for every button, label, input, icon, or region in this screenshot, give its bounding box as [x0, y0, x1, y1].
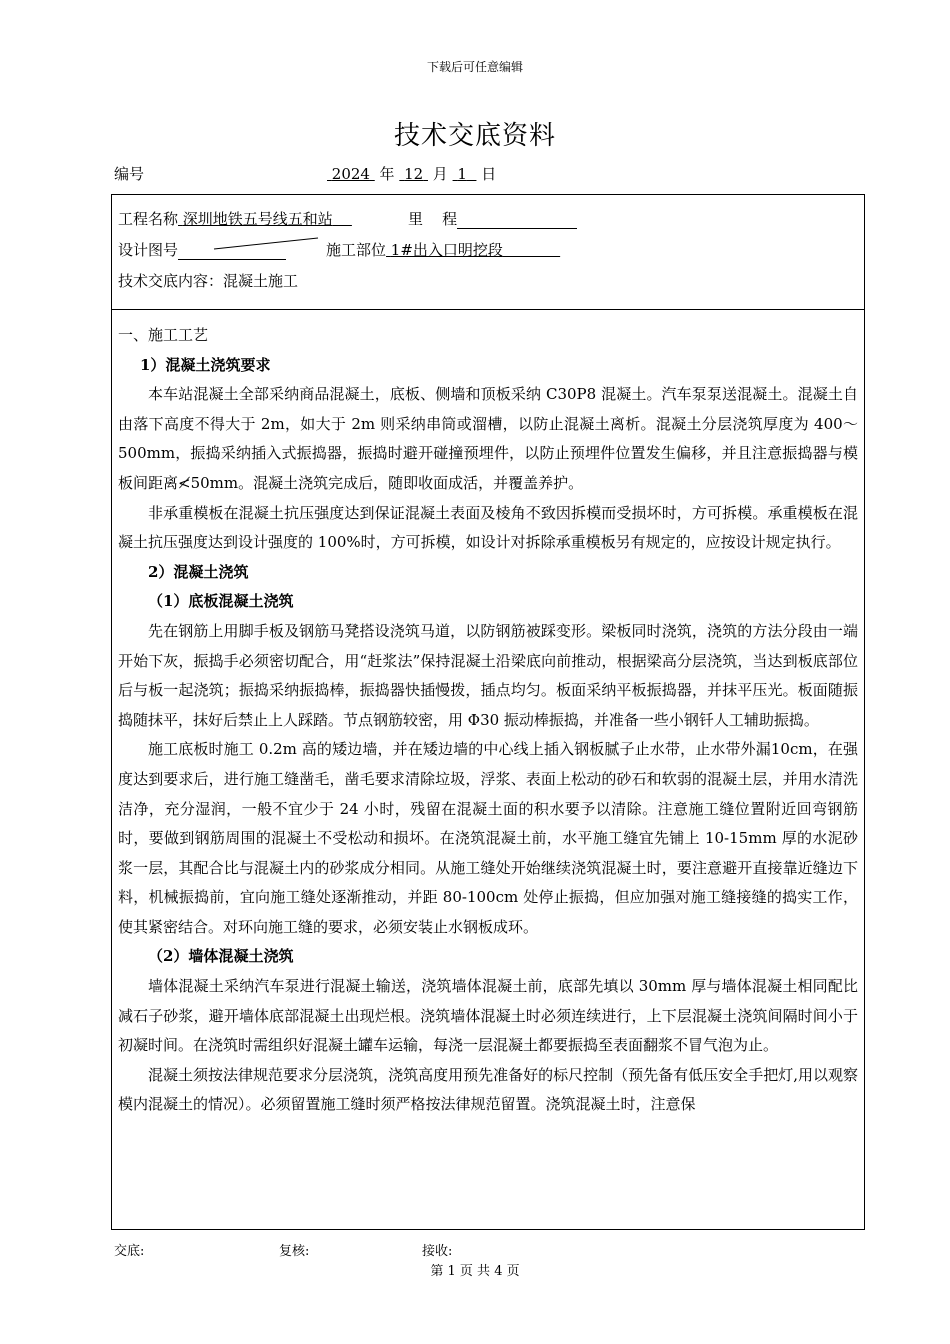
- paragraph-1: 本车站混凝土全部采纳商品混凝土，底板、侧墙和顶板采纳 C30P8 混凝土。汽车泵泵送混凝土。混凝土自由落下高度不得大于 2m，如大于 2m 则采纳串筒或溜槽，以防止混凝土离析。混凝土分层浇筑厚度为 400～500mm，振捣采纳插入式振捣器，振捣时避开碰撞预埋件，以防止预埋件位置发生偏移，并且注意振捣器与模板间距离≮50mm。混凝土浇筑完成后，随即收面成活，并覆盖养护。: [118, 385, 858, 492]
- section-heading: 一、施工工艺: [118, 326, 209, 344]
- part-value: 1#出入口明挖段: [390, 241, 503, 259]
- date-year-unit: 年: [379, 165, 395, 183]
- date-line: [327, 163, 496, 184]
- paragraph-6: 混凝土须按法律规范要求分层浇筑，浇筑高度用预先准备好的标尺控制（预先备有低压安全手把灯,用以观察模内混凝土的情况）。必须留置施工缝时须严格按法律规范留置。浇筑混凝土时，注意保: [118, 1065, 858, 1114]
- subheading-1: 1）混凝土浇筑要求: [140, 355, 271, 374]
- paragraph-4: 施工底板时施工 0.2m 高的矮边墙，并在矮边墙的中心线上插入钢板腻子止水带，止水带外漏10cm，在强度达到要求后，进行施工缝凿毛，凿毛要求清除垃圾，浮浆、表面上松动的砂石和软弱的混凝土层，并用水清洗洁净，充分湿润，一般不宜少于 24 小时，残留在混凝土面的积水要予以清除。注意施工缝位置附近回弯钢筋时，要做到钢筋周围的混凝土不受松动和损坏。在浇筑混凝土前，水平施工缝宜先铺上 10-15mm 厚的水泥砂浆一层，其配合比与混凝土内的砂浆成分相同。从施工缝处开始继续浇筑混凝土时，要注意避开直接靠近缝边下料，机械振捣前，宜向施工缝处逐渐推动，并距 80-100cm 处停止振捣，但应加强对施工缝接缝的捣实工作，使其紧密结合。对环向施工缝的要求，必须安装止水钢板成环。: [118, 740, 858, 936]
- page-title: 技术交底资料: [393, 121, 556, 151]
- number-label: 编号: [114, 165, 145, 183]
- project-row: [118, 208, 352, 229]
- receive-label: 接收:: [422, 1244, 453, 1259]
- paragraph-3: 先在钢筋上用脚手板及钢筋马凳搭设浇筑马道，以防钢筋被踩变形。梁板同时浇筑，浇筑的方法分段由一端开始下灰，振捣手必须密切配合，用“赶浆法”保持混凝土沿梁底向前推动，根据梁高分层浇筑，当达到板底部位后与板一起浇筑；振捣采纳振捣棒，振捣器快插慢拨，插点均匀。板面采纳平板振捣器，并抹平压光。板面随振捣随抹平，抹好后禁止上人踩踏。节点钢筋较密，用 Φ30 振动棒振捣，并准备一些小钢钎人工辅助振捣。: [118, 621, 858, 729]
- download-note: 下载后可任意编辑: [426, 60, 523, 74]
- drawing-label: 设计图号: [118, 241, 179, 259]
- document-table: [111, 194, 865, 1230]
- mileage-blank: [457, 211, 577, 229]
- content-value: 混凝土施工: [223, 272, 299, 290]
- date-year: 2024: [331, 165, 370, 183]
- part-label: 施工部位: [326, 241, 387, 259]
- subheading-2: 2）混凝土浇筑: [148, 562, 249, 581]
- paragraph-2: 非承重模板在混凝土抗压强度达到保证混凝土表面及棱角不致因拆模而受损坏时，方可拆模。承重模板在混凝土抗压强度达到设计强度的 100%时，方可拆模，如设计对拆除承重模板另有规定的，应按设计规定执行。: [118, 503, 858, 552]
- project-label: 工程名称: [118, 210, 179, 228]
- date-month: 12: [404, 165, 424, 183]
- project-value: 深圳地铁五号线五和站: [182, 210, 333, 228]
- strike-line: [210, 235, 322, 253]
- date-day-unit: 日: [481, 165, 497, 183]
- review-label: 复核:: [279, 1244, 310, 1259]
- part-row: [326, 239, 560, 260]
- page-number: 第 1 页 共 4 页: [430, 1264, 520, 1279]
- handover-label: 交底:: [114, 1244, 145, 1259]
- subheading-2a: （1）底板混凝土浇筑: [148, 592, 294, 611]
- mileage-row: [408, 208, 577, 229]
- header-divider: [112, 309, 864, 310]
- paragraph-5: 墙体混凝土采纳汽车泵进行混凝土输送，浇筑墙体混凝土前，底部先填以 30mm 厚与墙体混凝土相同配比减石子砂浆，避开墙体底部混凝土出现烂根。浇筑墙体混凝土时必须连续进行，上下层混凝土浇筑间隔时间小于初凝时间。在浇筑时需组织好混凝土罐车运输，每浇一层混凝土都要振捣至表面翻浆不冒气泡为止。: [118, 977, 858, 1055]
- date-month-unit: 月: [432, 165, 448, 183]
- content-row: [118, 270, 298, 291]
- document-body: [118, 321, 858, 1120]
- content-label: 技术交底内容：: [118, 272, 224, 290]
- date-day: 1: [457, 165, 467, 183]
- subheading-2b: （2）墙体混凝土浇筑: [148, 947, 294, 966]
- mileage-label: 里 程: [408, 210, 458, 228]
